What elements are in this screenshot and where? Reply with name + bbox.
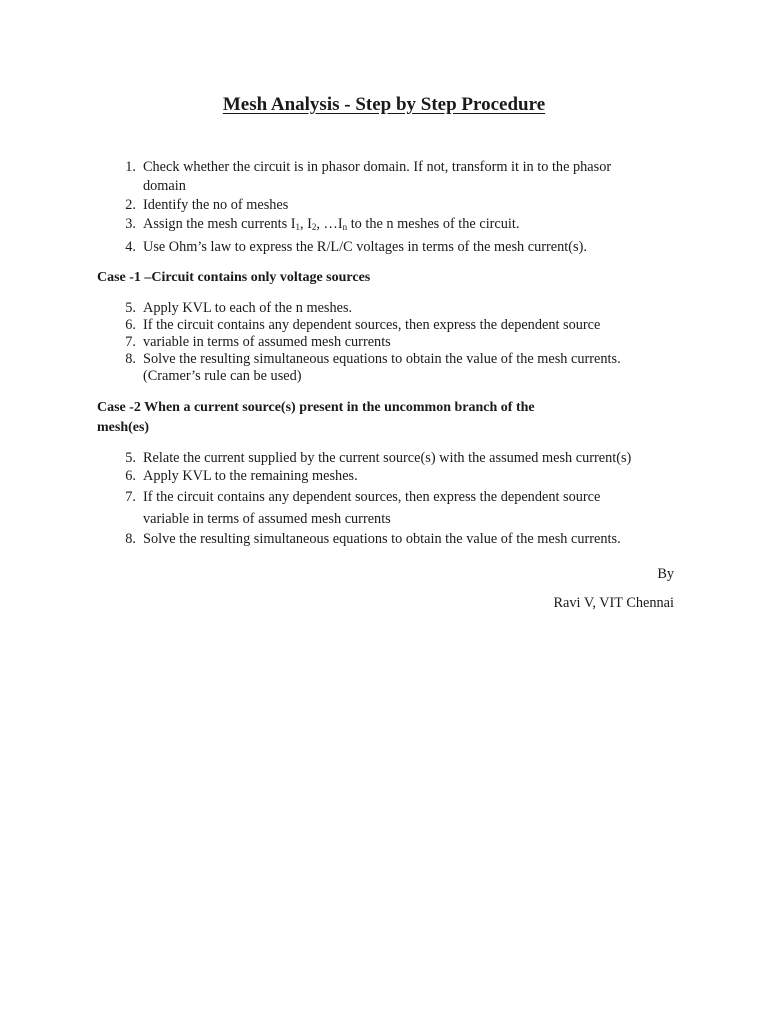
step-text: If the circuit contains any dependent sources, then express the dependent source: [143, 489, 601, 505]
signature-by: By: [657, 566, 674, 582]
step-number: 7.: [125, 334, 136, 350]
step-number: 8.: [125, 351, 136, 367]
step-number: 6.: [125, 468, 136, 484]
step-number: 1.: [125, 159, 136, 175]
step-text: Check whether the circuit is in phasor domain. If not, transform it in to the phasor: [143, 159, 612, 175]
step-number: 5.: [125, 450, 136, 466]
step-text: If the circuit contains any dependent sources, then express the dependent source: [143, 317, 601, 333]
step-text: domain: [143, 178, 186, 194]
step-number: 6.: [125, 317, 136, 333]
case1-heading: Case -1 –Circuit contains only voltage sources: [97, 270, 371, 285]
signature-author: Ravi V, VIT Chennai: [553, 595, 674, 611]
case2-heading: Case -2 When a current source(s) present in the uncommon branch of the: [97, 400, 535, 415]
step-text: Apply KVL to each of the n meshes.: [143, 300, 353, 316]
step-number: 2.: [125, 197, 136, 213]
step-text: variable in terms of assumed mesh currents: [143, 511, 391, 527]
step-text: Solve the resulting simultaneous equations to obtain the value of the mesh currents.: [143, 351, 621, 367]
page-title: Mesh Analysis - Step by Step Procedure: [222, 94, 546, 115]
step-text: variable in terms of assumed mesh currents: [143, 334, 391, 350]
step-number: 3.: [125, 216, 136, 232]
step-text: Identify the no of meshes: [143, 197, 289, 213]
step-text: Apply KVL to the remaining meshes.: [143, 468, 358, 484]
step-number: 5.: [125, 300, 136, 316]
step-number: 4.: [125, 239, 136, 255]
step-number: 7.: [125, 489, 136, 505]
step-text: (Cramer’s rule can be used): [143, 368, 302, 384]
step-text: Solve the resulting simultaneous equations to obtain the value of the mesh currents.: [143, 531, 621, 547]
step-number: 8.: [125, 531, 136, 547]
step-text: Relate the current supplied by the current source(s) with the assumed mesh current(s): [143, 450, 632, 466]
step-text: Assign the mesh currents $I_1$, $I_2$, $\dots I_n$ to the n meshes of the circuit.: [143, 216, 520, 232]
case2-heading-continuation: mesh(es): [97, 420, 150, 435]
step-text: Use Ohm’s law to express the R/L/C voltages in terms of the mesh current(s).: [143, 239, 587, 255]
